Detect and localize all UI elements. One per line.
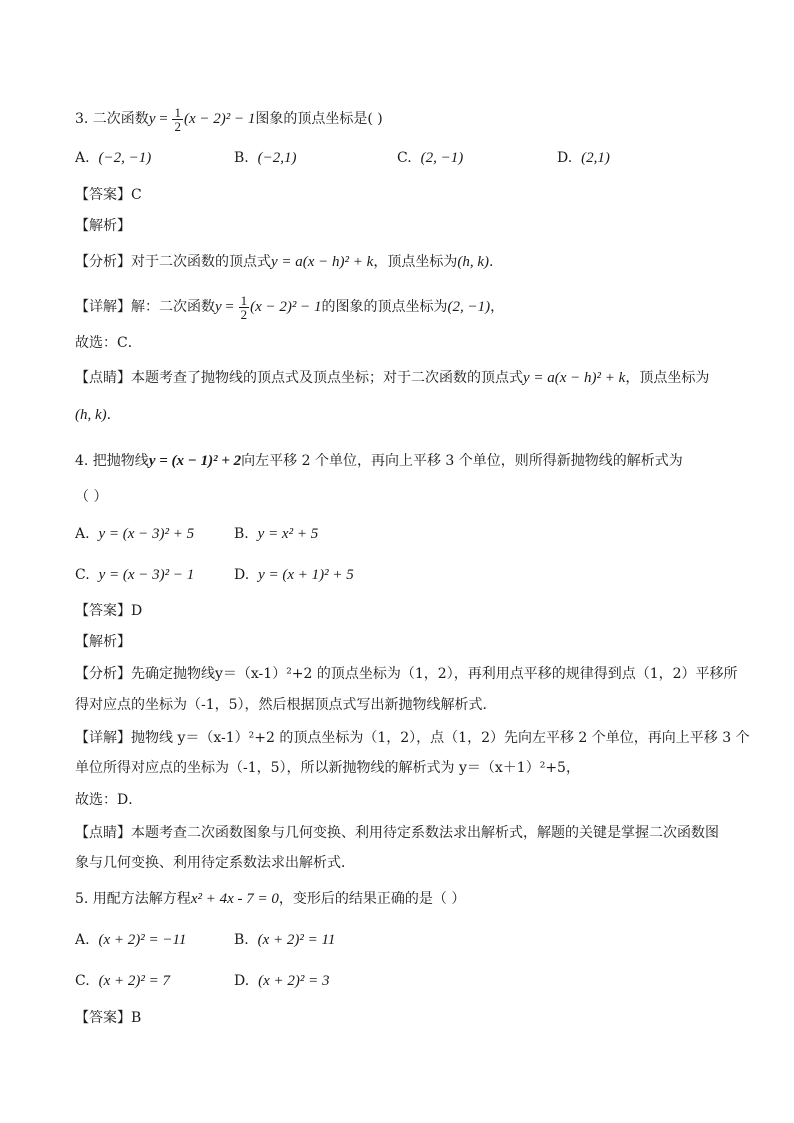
q4-option-b: B. y = x² + 5 — [234, 526, 319, 542]
q3-dianjing-line1: 【点睛】本题考查了抛物线的顶点式及顶点坐标；对于二次函数的顶点式y = a(x − h)² + k，顶点坐标为 — [75, 370, 710, 386]
q3-stem-prefix: 3. 二次函数 — [75, 110, 149, 127]
q4-fenxi-line1: 【分析】先确定抛物线y＝（x-1）²+2 的顶点坐标为（1，2），再利用点平移的规律得到点（1，2）平移所 — [75, 666, 738, 682]
q3-stem — [75, 106, 383, 133]
q5-option-a: A. (x + 2)² = −11 — [75, 932, 187, 948]
q3-xiangjie-fraction: $\frac{1}{2}$ — [240, 293, 248, 322]
q3-xiangjie: 【详解】解：二次函数y = $\frac{1}{2}$ (x − 2)² − 1的图象的顶点坐标为(2, −1)， — [75, 293, 505, 322]
q5-option-d: D. (x + 2)² = 3 — [234, 973, 330, 989]
q4-guxuan: 故选：D． — [75, 792, 143, 808]
q4-xiangjie-line2: 单位所得对应点的坐标为（-1，5），所以新抛物线的解析式为 y＝（x＋1）²+5， — [75, 760, 580, 776]
q3-option-b: B. (−2,1) — [234, 150, 297, 166]
q3-dianjing-line2: (h, k). — [75, 407, 112, 423]
q4-option-d: D. y = (x + 1)² + 5 — [234, 567, 354, 583]
q5-option-b: B. (x + 2)² = 11 — [234, 932, 336, 948]
q4-dianjing-line2: 象与几何变换、利用待定系数法求出解析式． — [75, 855, 355, 871]
q4-stem: 4. 把抛物线y = (x − 1)² + 2向左平移 2 个单位，再向上平移 3 个单位，则所得新抛物线的解析式为 — [75, 453, 683, 469]
q3-fenxi: 【分析】对于二次函数的顶点式y = a(x − h)² + k，顶点坐标为(h, k). — [75, 254, 494, 270]
q3-option-d: D. (2,1) — [557, 150, 610, 166]
q4-option-a: A. y = (x − 3)² + 5 — [75, 526, 195, 542]
q4-xiangjie-line1: 【详解】抛物线 y＝（x-1）²+2 的顶点坐标为（1，2），点（1，2）先向左平移 2 个单位，再向上平移 3 个 — [75, 730, 750, 746]
q3-option-c: C. (2, −1) — [397, 150, 464, 166]
q3-answer: 【答案】C — [75, 187, 142, 203]
q4-fenxi-line2: 得对应点的坐标为（-1，5），然后根据顶点式写出新抛物线解析式． — [75, 697, 497, 713]
q4-jiexi: 【解析】 — [75, 634, 131, 650]
q3-jiexi: 【解析】 — [75, 218, 131, 234]
q4-dianjing-line1: 【点睛】本题考查二次函数图象与几何变换、利用待定系数法求出解析式，解题的关键是掌握二次函数图 — [75, 825, 719, 841]
q3-guxuan: 故选：C． — [75, 335, 142, 351]
q3-stem-math: y = $\frac{1}{2}$ (x − 2)² − 1 — [148, 105, 256, 134]
q3-stem-suffix: 图象的顶点坐标是( ) — [255, 110, 383, 127]
q5-option-c: C. (x + 2)² = 7 — [75, 973, 170, 989]
q4-answer: 【答案】D — [75, 603, 143, 619]
q3-option-a: A. (−2, −1) — [75, 150, 152, 166]
q4-option-c: C. y = (x − 3)² − 1 — [75, 567, 195, 583]
q5-answer: 【答案】B — [75, 1010, 142, 1026]
q5-stem: 5. 用配方法解方程x² + 4x - 7 = 0，变形后的结果正确的是（ ） — [75, 891, 466, 907]
q4-stem-paren: （ ） — [75, 489, 108, 505]
q3-stem-fraction: $\frac{1}{2}$ — [174, 105, 181, 134]
